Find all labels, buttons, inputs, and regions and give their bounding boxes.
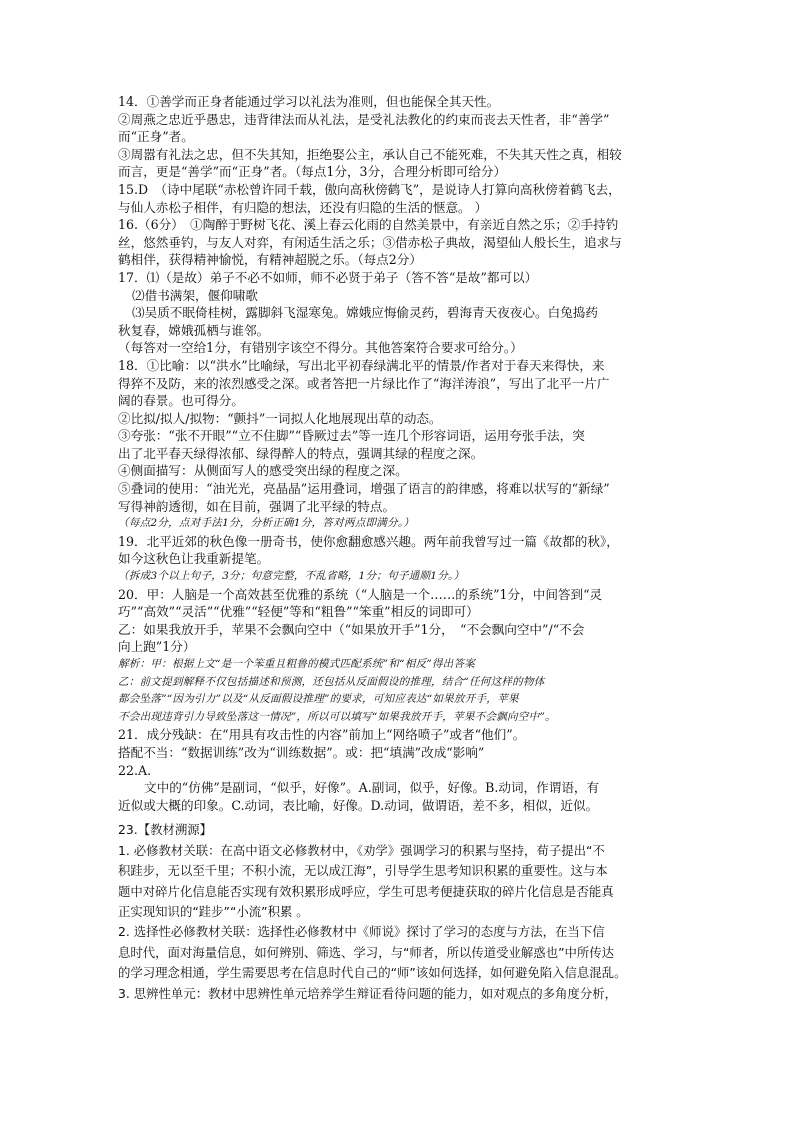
answer-20-analysis-3: 都会坠落”“因为引力”以及“从反面假设推理”的要求，可知应表达“如果放开手，苹果 [118,693,519,706]
answer-21-line-1: 21．成分残缺：在“用具有攻击性的内容”前加上“网络喷子”或者“他们”。 [118,727,526,743]
answer-23-line-2: 积跬步，无以至千里；不积小流，无以成江海”，引导学生思考知识积累的重要性。这与本 [118,863,608,879]
answer-18-line-1: 18．①比喻：以“洪水”比喻绿，写出北平初春绿满北平的情景/作者对于春天来得快，来 [118,357,605,373]
answer-17-line-3: ⑶吴质不眠倚桂树，露脚斜飞湿寒兔。嫦娥应悔偷灵药，碧海青天夜夜心。白兔捣药 [132,305,598,321]
answer-14-line-4: ③周嚣有礼法之忠，但不失其知，拒绝娶公主，承认自己不能死难，不失其天性之真，相较 [118,146,622,162]
answer-22-heading: 22.A. [118,762,152,778]
answer-14-line-5: 而言，更是“善学”而“正身”者。（每点1分，3分，合理分析即可给分） [118,164,507,180]
answer-19-line-2: 如今这秋色让我重新提笔。 [118,551,270,567]
answer-22-line-2: 近似或大概的印象。C.动词，表比喻，好像。D.动词，做谓语，差不多，相似，近似。 [118,797,599,813]
answer-15-line-1: 15.D （诗中尾联“赤松曾许同千载，傲向高秋傍鹤飞”，是说诗人打算向高秋傍着鹤飞去， [118,181,621,197]
answer-23-title: 23.【教材溯源】 [118,822,213,838]
answer-20-line-4: 向上跑”1分） [118,639,196,655]
answer-19-line-1: 19．北平近郊的秋色像一册奇书，使你愈翻愈感兴趣。两年前我曾写过一篇《故都的秋》， [118,533,619,549]
answer-23-line-8: 3. 思辨性单元：教材中思辨性单元培养学生辩证看待问题的能力，如对观点的多角度分析， [118,985,617,1001]
answer-23-line-7: 的学习理念相通，学生需要思考在信息时代自己的“师”该如何选择，如何避免陷入信息混乱。 [118,965,627,981]
answer-23-line-1: 1. 必修教材关联：在高中语文必修教材中，《劝学》强调学习的积累与坚持，荀子提出“不 [118,842,605,858]
answer-14-line-3: 而“正身”者。 [118,129,194,145]
answer-16-line-2: 丝，悠然垂钓，与友人对弈，有闲适生活之乐；③借赤松子典故，渴望仙人般长生，追求与 [118,234,622,250]
answer-17-note: （每答对一空给1分，有错别字该空不得分。其他答案符合要求可给分。） [118,340,523,356]
answer-14-line-1: 14．①善学而正身者能通过学习以礼法为准则，但也能保全其天性。 [118,94,500,109]
answer-18-line-7: ④侧面描写：从侧面写人的感受突出绿的程度之深。 [118,463,408,479]
answer-20-analysis-1: 解析：甲：根据上文“是一个笨重且粗鲁的模式匹配系统”和“相反”得出答案 [118,658,476,670]
answer-20-line-3: 乙：如果我放开手，苹果不会飘向空中（“如果放开手”1分， “不会飘向空中”/“不会 [118,621,585,637]
answer-23-section [118,820,682,1004]
answer-18-line-5: ③夸张：“张不开眼”“立不住脚”“昏厥过去”等一连几个形容词语，运用夸张手法，突 [118,428,585,444]
answer-20-line-2: 巧”“高效”“灵活”“优雅”“轻便”等和“粗鲁”“笨重”相反的词即可） [118,604,479,620]
answer-17-line-1: 17．⑴（是故）弟子不必不如师，师不必贤于弟子（答不答“是故”都可以） [118,269,538,285]
answer-22-line-1: 文中的“仿佛”是副词，“似乎，好像”。A.副词，似乎，好像。B.动词，作谓语，有 [144,780,600,796]
answer-15-line-2: 与仙人赤松子相伴，有归隐的想法，还没有归隐的生活的惬意。 ） [118,199,488,215]
answer-23-line-4: 正实现知识的“跬步”“小流”积累 。 [118,903,309,919]
answer-18-note: （每点2分，点对手法1分，分析正确1分，答对两点即满分。） [118,517,415,530]
answer-18-line-3: 阔的春景。也可得分。 [118,393,244,409]
answer-17-line-4: 秋复春，嫦娥孤栖与谁邻。 [118,322,270,338]
answer-20-analysis-2: 乙：前文提到解释不仅包括描述和预测，还包括从反面假设的推理，结合“任何这样的物体 [118,675,545,688]
answer-20-line-1: 20．甲：人脑是一个高效甚至优雅的系统（“人脑是一个……的系统”1分，中间答到“灵 [118,586,603,602]
answer-23-line-5: 2. 选择性必修教材关联：选择性必修教材中《师说》探讨了学习的态度与方法，在当下信 [118,924,605,940]
answer-23-line-3: 题中对碎片化信息能否实现有效积累形成呼应，学生可思考便捷获取的碎片化信息是否能真 [118,883,614,899]
answer-21-line-2: 搭配不当：“数据训练”改为“训练数据”。或：把“填满”改成“影响” [118,744,485,760]
answer-16-line-1: 16.（6分） ①陶醉于野树飞花、溪上春云化雨的自然美景中，有亲近自然之乐；②手持钓 [118,217,619,233]
answer-20-analysis-4: 不会出现违背引力导致坠落这一情况”，所以可以填写“如果我放开手，苹果不会飘向空中”。 [118,710,556,723]
answer-18-line-2: 得猝不及防，来的浓烈感受之深。或者答把一片绿比作了“海洋涛浪”，写出了北平一片广 [118,375,610,391]
answer-18-line-6: 出了北平春天绿得浓郁、绿得醉人的特点，强调其绿的程度之深。 [118,445,484,461]
answer-19-note: （拆成3个以上句子，3分；句意完整，不乱省略，1分；句子通顺1分。） [118,570,465,583]
answer-key-page [118,93,682,1004]
answer-14-line-2: ②周燕之忠近乎愚忠，违背律法而从礼法，是受礼法教化的约束而丧去天性者，非“善学” [118,111,610,127]
answer-18-line-8: ⑤叠词的使用：“油光光，亮晶晶”运用叠词，增强了语言的韵律感，将难以状写的“新绿” [118,481,610,497]
answer-23-line-6: 息时代，面对海量信息，如何辨别、筛选、学习，与“师者，所以传道受业解惑也”中所传达 [118,944,615,960]
answer-18-line-9: 写得神韵透彻，如在目前，强调了北平绿的特点。 [118,498,396,514]
answer-16-line-3: 鹤相伴，获得精神愉悦，有精神超脱之乐。（每点2分） [118,252,422,268]
answer-18-line-4: ②比拟/拟人/拟物：“颤抖”一词拟人化地展现出草的动态。 [118,410,442,426]
answer-17-line-2: ⑵借书满架，偃仰啸歌 [132,287,258,303]
